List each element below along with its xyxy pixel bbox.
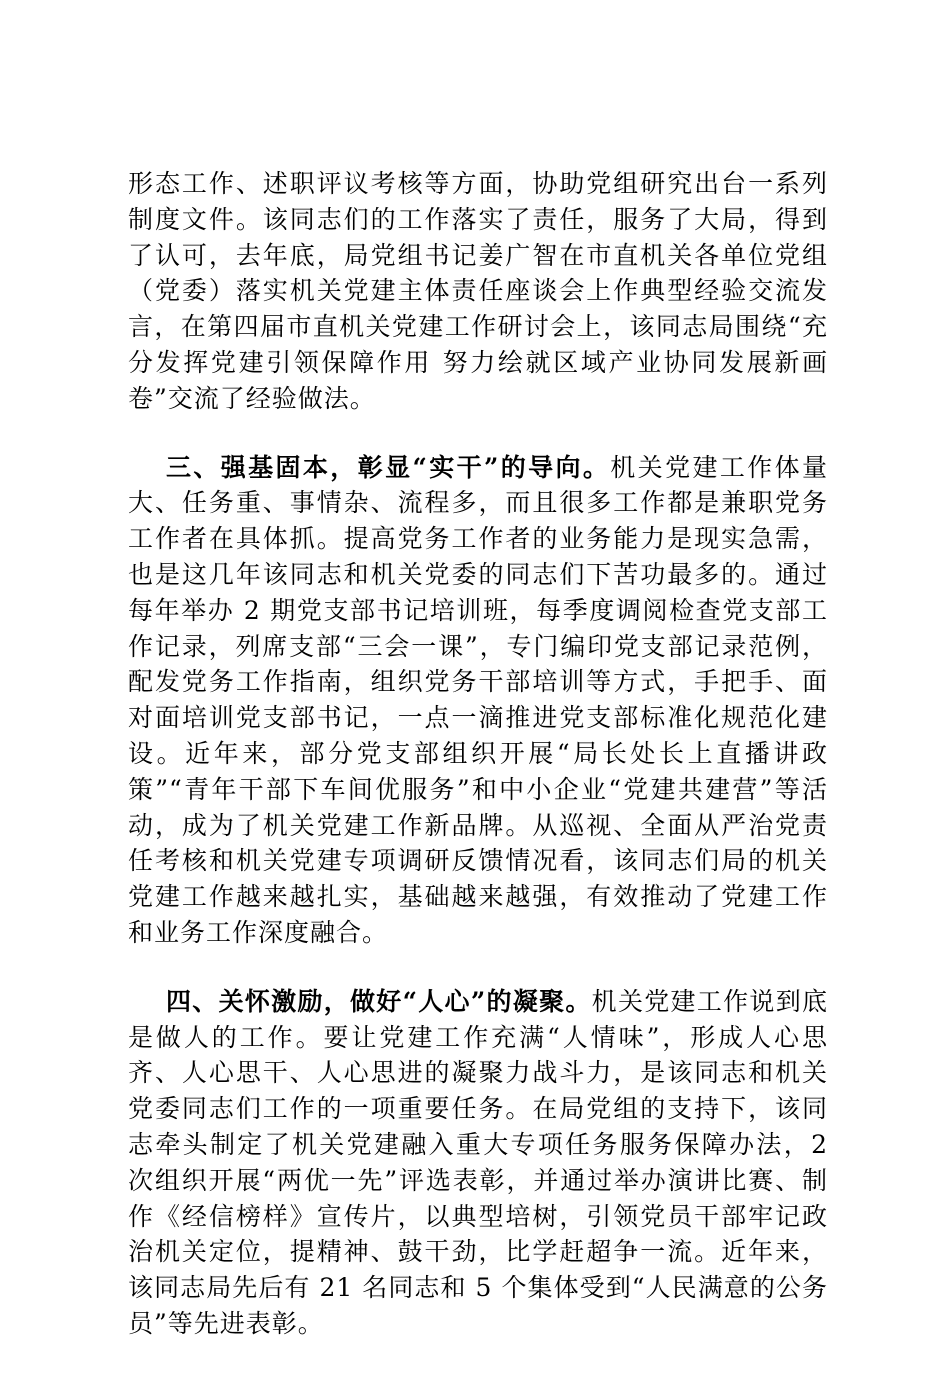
paragraph-section-four [128,984,828,1342]
section-four-text: 机关党建工作说到底是做人的工作。要让党建工作充满“人情味”，形成人心思齐、人心思干、人心思进的凝聚力战斗力，是该同志和机关党委同志们工作的一项重要任务。在局党组的支持下，该同志牵头制定了机关党建融入重大专项任务服务保障办法，2 次组织开展“两优一先”评选表彰，并通过举办演讲比赛、制作《经信榜样》宣传片，以典型培树，引领党员干部牢记政治机关定位，提精神、鼓干劲，比学赶超争一流。近年来，该同志局先后有 21 名同志和 5 个集体受到“人民满意的公务员”等先进表彰。 [128,986,828,1338]
paragraph-section-three [128,450,828,951]
section-three-text: 机关党建工作体量大、任务重、事情杂、流程多，而且很多工作都是兼职党务工作者在具体抓。提高党务工作者的业务能力是现实急需，也是这几年该同志和机关党委的同志们下苦功最多的。通过每年举办 2 期党支部书记培训班，每季度调阅检查党支部工作记录，列席支部“三会一课”，专门编印党支部记录范例，配发党务工作指南，组织党务干部培训等方式，手把手、面对面培训党支部书记，一点一滴推进党支部标准化规范化建设。近年来，部分党支部组织开展“局长处长上直播讲政策”“青年干部下车间优服务”和中小企业“党建共建营”等活动，成为了机关党建工作新品牌。从巡视、全面从严治党责任考核和机关党建专项调研反馈情况看，该同志们局的机关党建工作越来越扎实，基础越来越强，有效推动了党建工作和业务工作深度融合。 [128,452,828,947]
section-four-heading: 四、关怀激励，做好“人心”的凝聚。 [166,986,592,1016]
paragraph-text: 形态工作、述职评议考核等方面，协助党组研究出台一系列制度文件。该同志们的工作落实了责任，服务了大局，得到了认可，去年底，局党组书记姜广智在市直机关各单位党组（党委）落实机关党建主体责任座谈会上作典型经验交流发言，在第四届市直机关党建工作研讨会上，该同志局围绕“充分发挥党建引领保障作用 努力绘就区域产业协同发展新画卷”交流了经验做法。 [128,169,828,413]
document-body [128,166,828,1375]
paragraph-continuation [128,166,828,417]
section-three-heading: 三、强基固本，彰显“实干”的导向。 [166,452,611,482]
